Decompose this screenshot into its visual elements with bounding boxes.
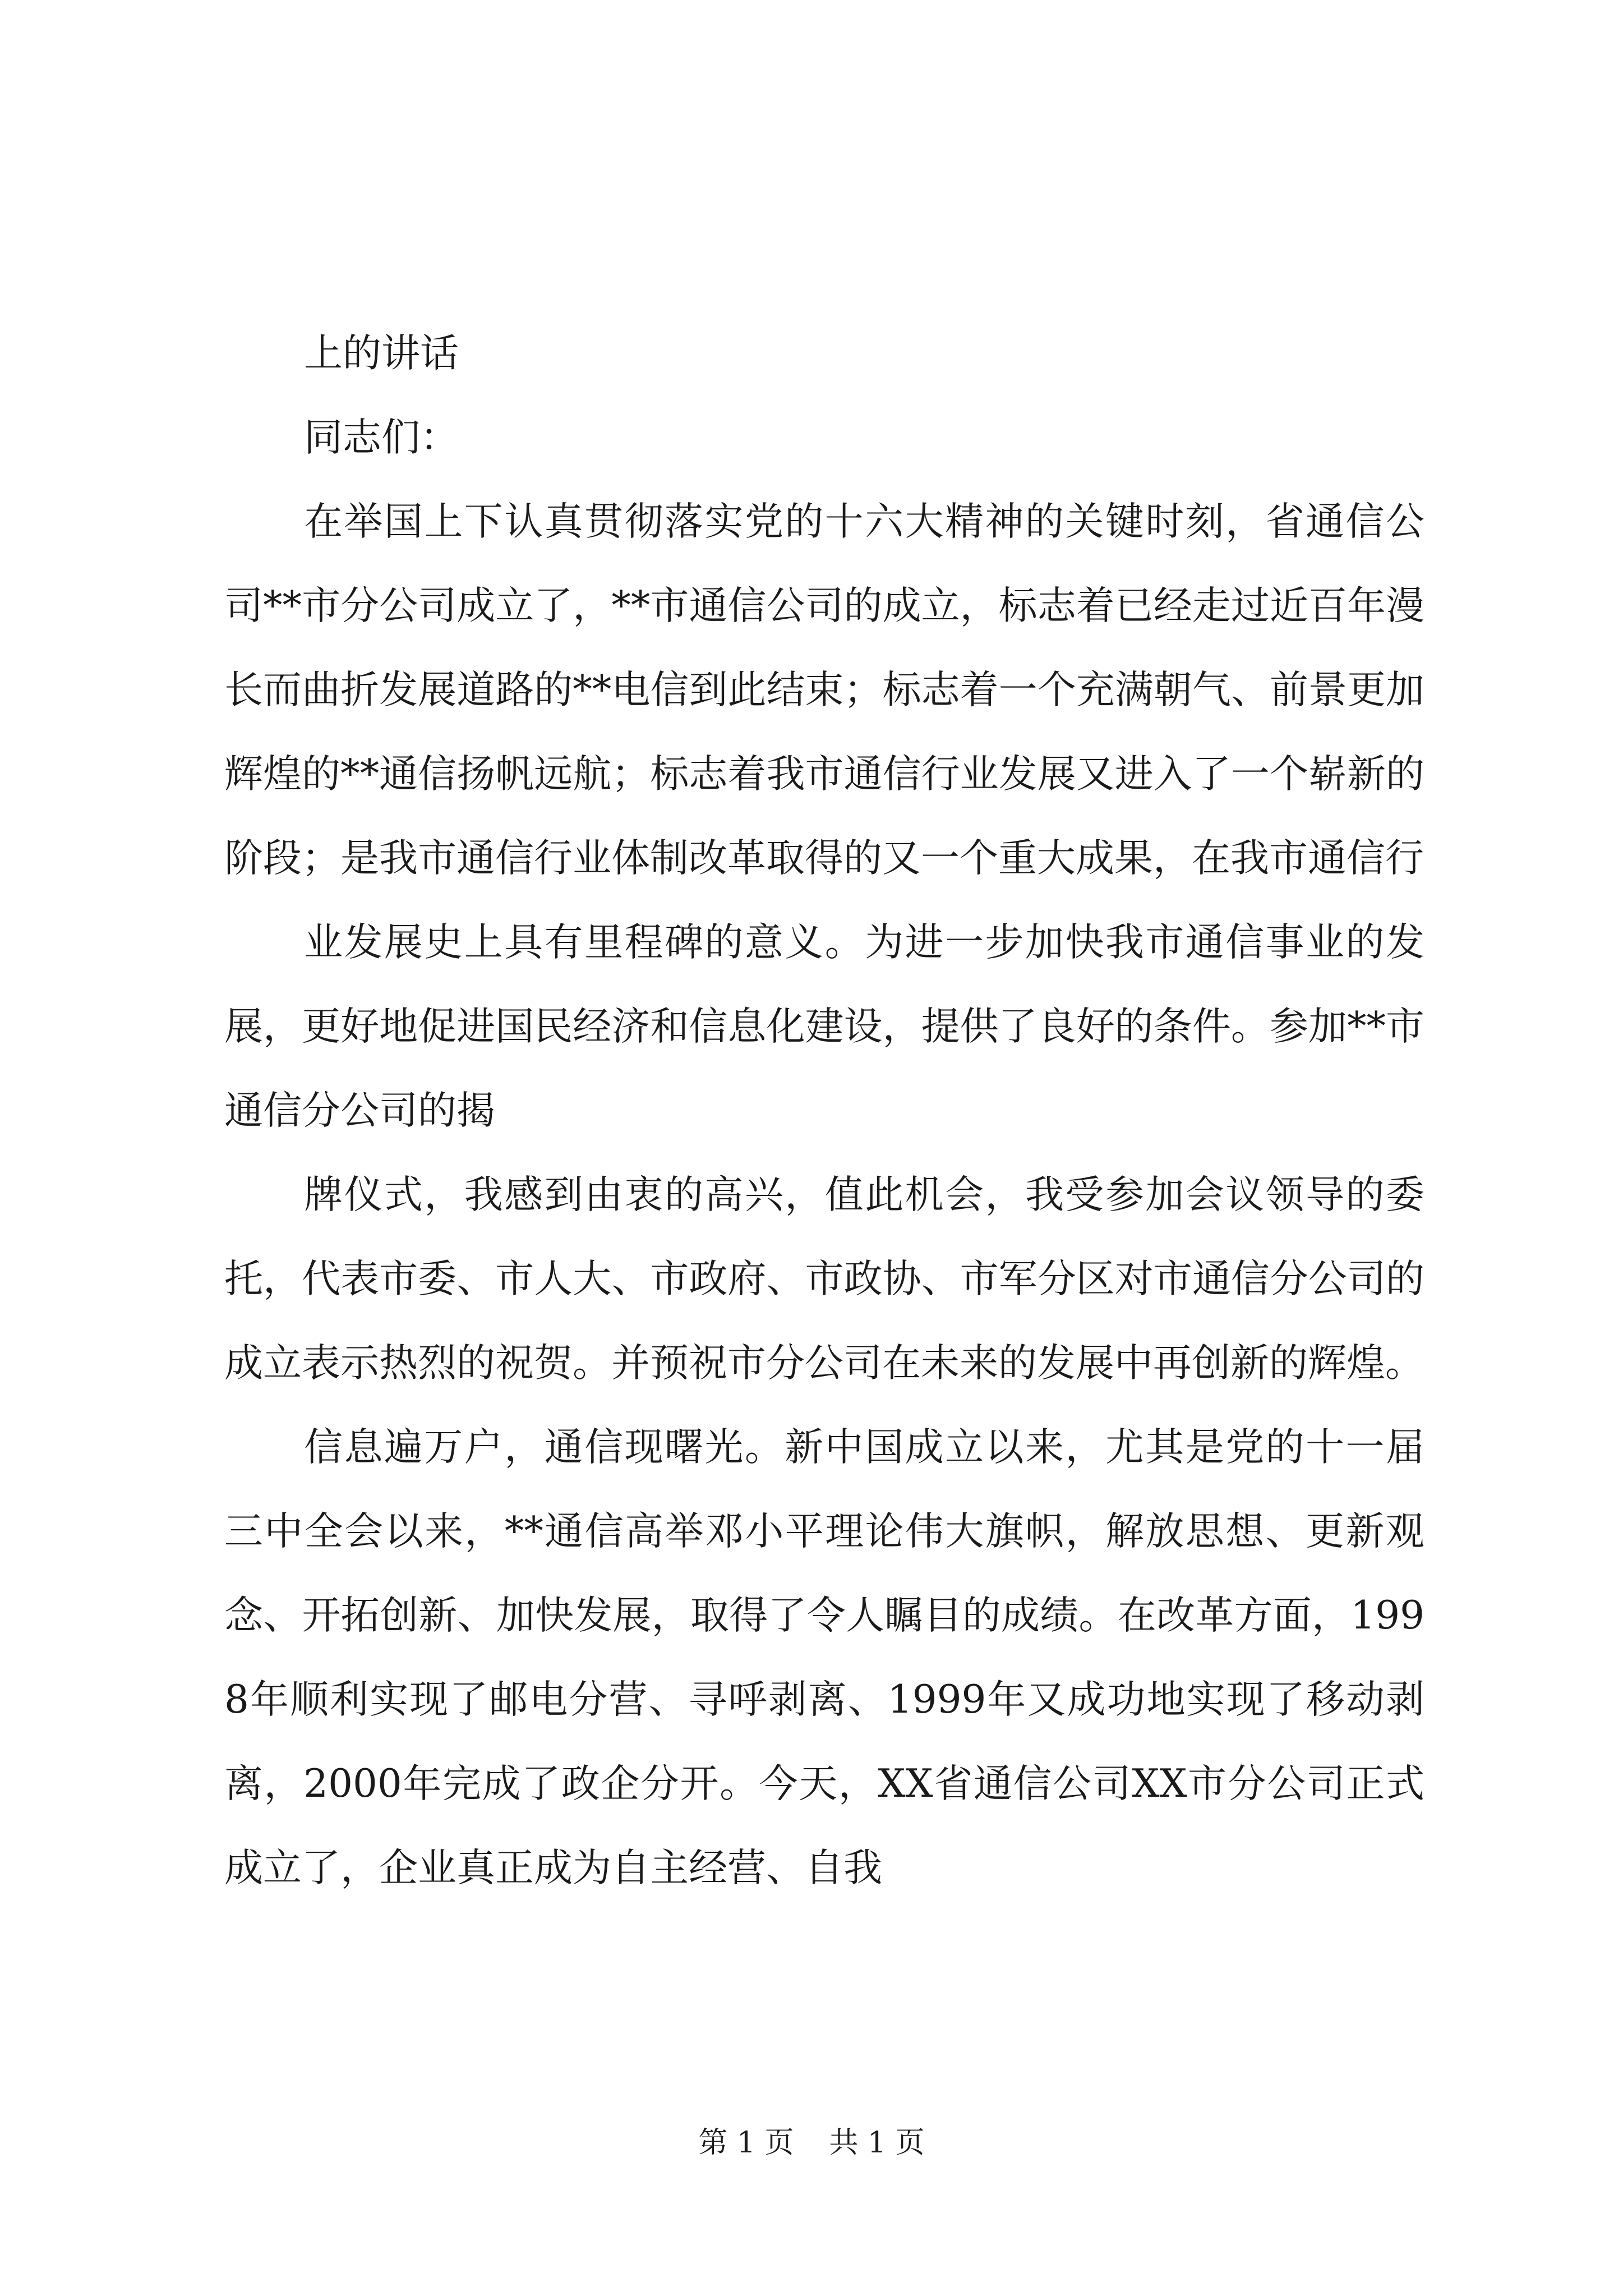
page-total: 共 1 页	[829, 2126, 925, 2160]
paragraph: 业发展史上具有里程碑的意义。为进一步加快我市通信事业的发展，更好地促进国民经济和信息化建设，提供了良好的条件。参加**市通信分公司的揭	[224, 920, 1424, 1133]
salutation: 同志们：	[304, 415, 459, 460]
paragraph: 在举国上下认真贯彻落实党的十六大精神的关键时刻，省通信公司**市分公司成立了，**市通信公司的成立，标志着已经走过近百年漫长而曲折发展道路的**电信到此结束；标志着一个充满朝气、前景更加辉煌的**通信扬帆远航；标志着我市通信行业发展又进入了一个崭新的阶段；是我市通信行业体制改革取得的又一个重大成果，在我市通信行	[224, 499, 1424, 881]
page-number: 第 1 页	[698, 2126, 794, 2160]
paragraph: 牌仪式，我感到由衷的高兴，值此机会，我受参加会议领导的委托，代表市委、市人大、市政府、市政协、市军分区对市通信分公司的成立表示热烈的祝贺。并预祝市分公司在未来的发展中再创新的辉煌。	[224, 1172, 1424, 1386]
page-footer	[0, 2123, 1623, 2162]
paragraph: 信息遍万户，通信现曙光。新中国成立以来，尤其是党的十一届三中全会以来，**通信高举邓小平理论伟大旗帜，解放思想、更新观念、开拓创新、加快发展，取得了令人瞩目的成绩。在改革方面，1998年顺利实现了邮电分营、寻呼剥离、1999年又成功地实现了移动剥离，2000年完成了政企分开。今天，XX省通信公司XX市分公司正式成立了，企业真正成为自主经营、自我	[224, 1425, 1424, 1890]
document-body	[224, 311, 1424, 1910]
heading-fragment: 上的讲话	[304, 331, 459, 376]
